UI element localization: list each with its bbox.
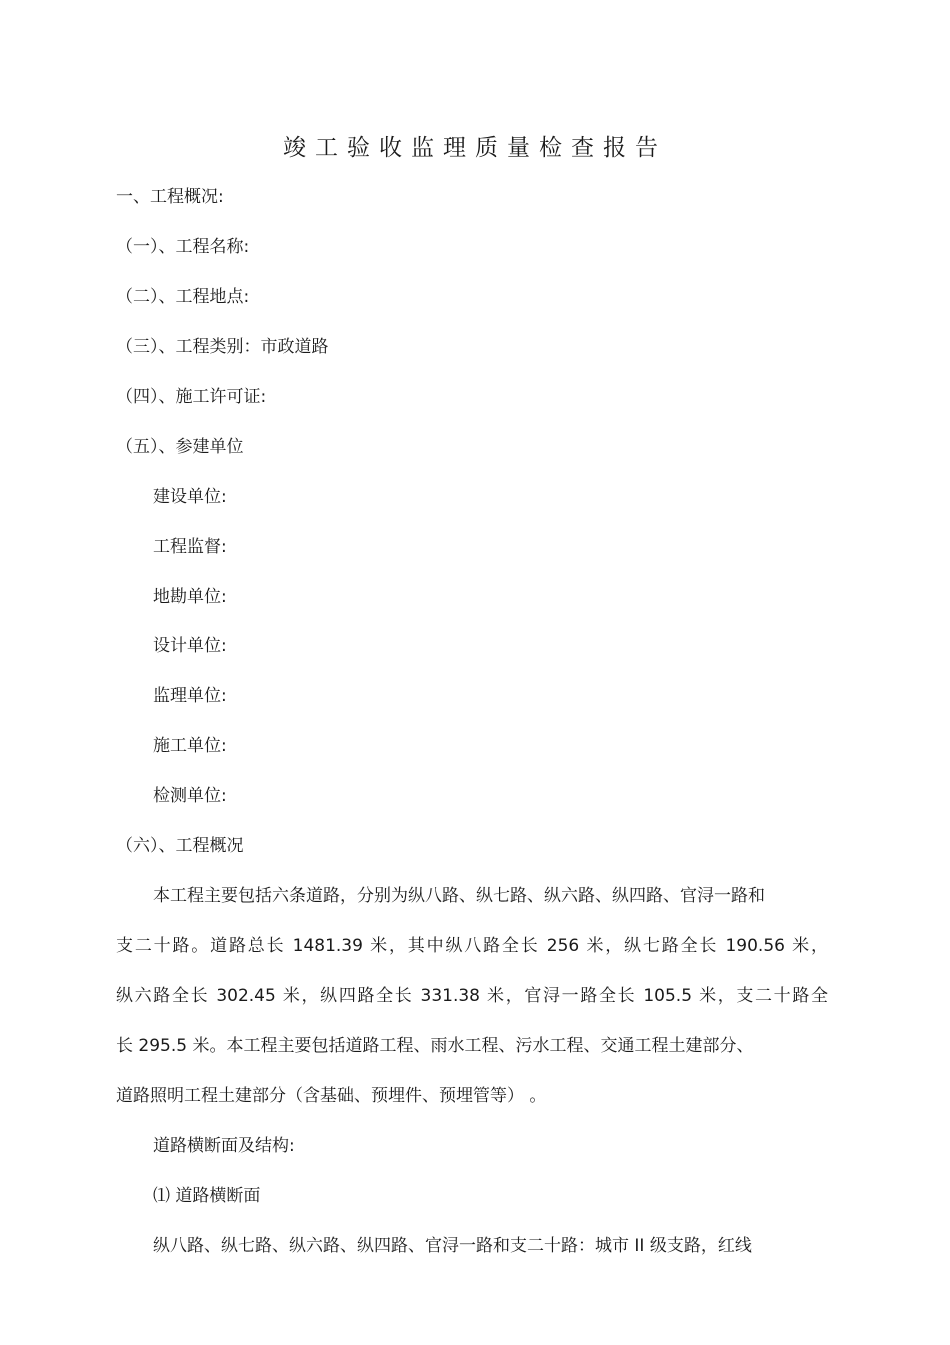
section-heading: 一、工程概况: (116, 187, 224, 207)
cross-section-heading: 道路横断面及结构: (153, 1136, 295, 1156)
paragraph-line: 本工程主要包括六条道路，分别为纵八路、纵七路、纵六路、纵四路、官浔一路和 (153, 886, 765, 906)
item-construction-permit: （四）、施工许可证: (116, 387, 267, 407)
paragraph-line: 支二十路。道路总长 1481.39 米，其中纵八路全长 256 米，纵七路全长 190.56 米， (116, 936, 828, 956)
paragraph-line: 道路照明工程土建部分（含基础、预埋件、预埋管等） 。 (116, 1086, 547, 1106)
item-project-category: （三）、工程类别：市政道路 (116, 337, 329, 357)
unit-construction: 建设单位: (153, 487, 227, 507)
item-project-name: （一）、工程名称: (116, 237, 250, 257)
unit-contractor: 施工单位: (153, 736, 227, 756)
unit-supervision: 工程监督: (153, 537, 227, 557)
cross-section-text: 纵八路、纵七路、纵六路、纵四路、官浔一路和支二十路：城市 II 级支路，红线 (153, 1236, 752, 1256)
paragraph-line: 纵六路全长 302.45 米，纵四路全长 331.38 米，官浔一路全长 105.5 米，支二十路全 (116, 986, 828, 1006)
item-participating-units: （五）、参建单位 (116, 437, 244, 457)
item-project-location: （二）、工程地点: (116, 287, 250, 307)
unit-testing: 检测单位: (153, 786, 227, 806)
unit-monitoring: 监理单位: (153, 686, 227, 706)
page-title: 竣工验收监理质量检查报告 (283, 135, 667, 161)
paragraph-line: 长 295.5 米。本工程主要包括道路工程、雨水工程、污水工程、交通工程土建部分、 (116, 1036, 754, 1056)
unit-design: 设计单位: (153, 636, 227, 656)
unit-survey: 地勘单位: (153, 587, 227, 607)
item-project-overview: （六）、工程概况 (116, 836, 244, 856)
cross-section-item: ⑴ 道路横断面 (153, 1186, 261, 1206)
